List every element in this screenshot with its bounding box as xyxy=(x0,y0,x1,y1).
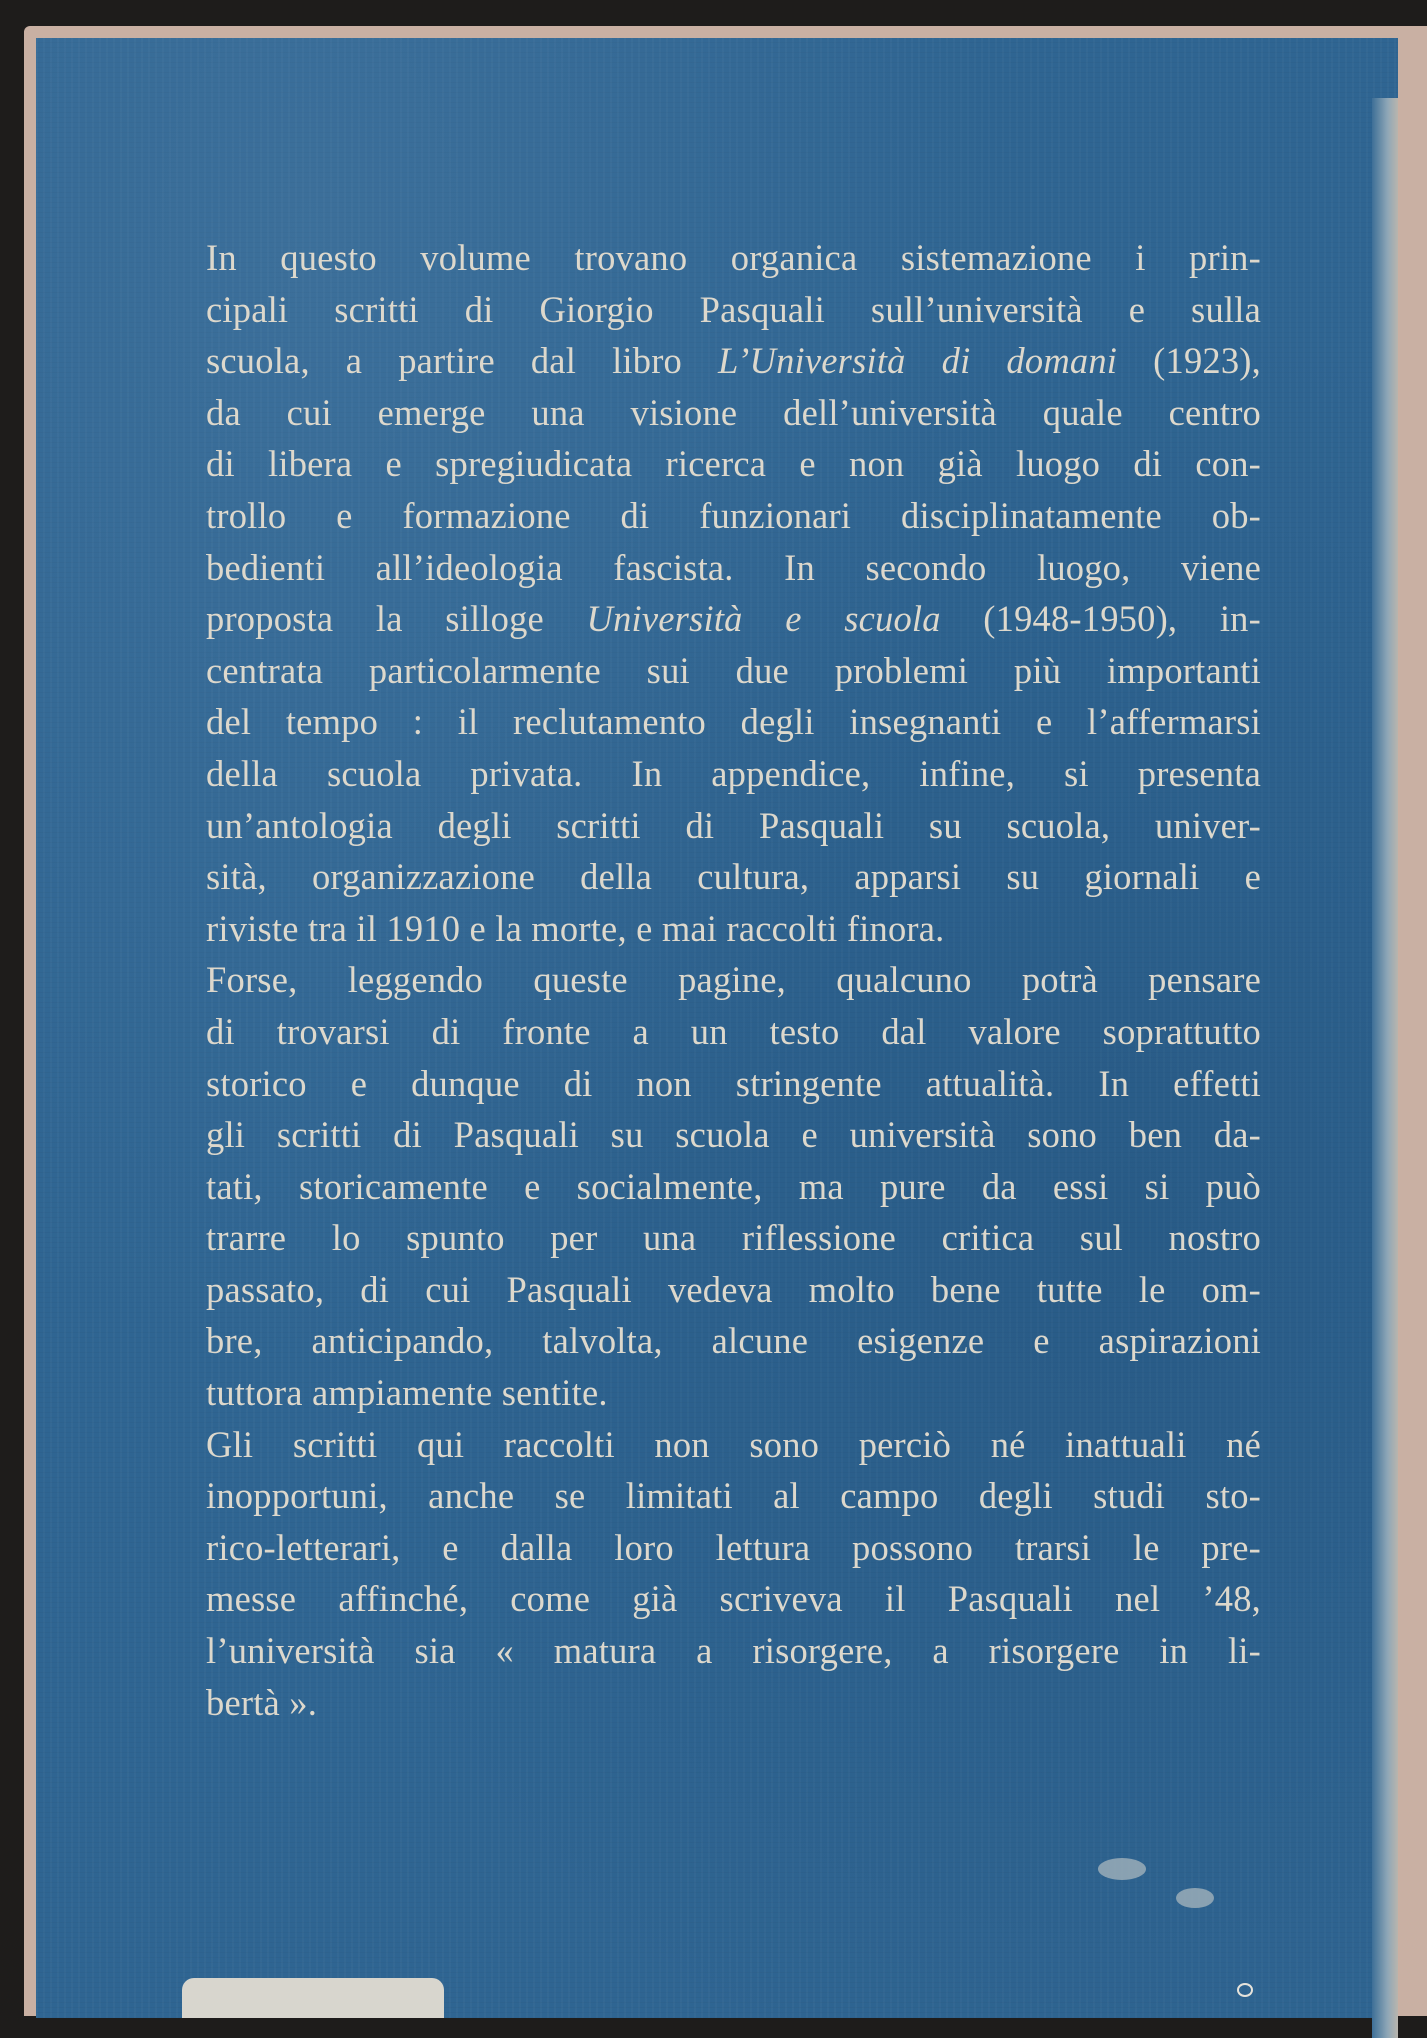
paper-wear-spot xyxy=(1098,1858,1146,1880)
text-line: di libera e spregiudicata ricerca e non già luogo di con- xyxy=(206,443,1261,485)
text-line: bertà ». xyxy=(206,1681,318,1723)
text-line: bre, anticipando, talvolta, alcune esigenze e aspirazioni xyxy=(206,1320,1261,1362)
paragraph-3 xyxy=(206,1419,1261,1729)
text-line: da cui emerge una visione dell’università quale centro xyxy=(206,391,1261,433)
text-line: della scuola privata. In appendice, infine, si presenta xyxy=(206,752,1261,794)
text-line: tati, storicamente e socialmente, ma pure da essi si può xyxy=(206,1165,1261,1207)
text-line: proposta la silloge Università e scuola (1948-1950), in- xyxy=(206,598,1261,640)
text-line: storico e dunque di non stringente attualità. In effetti xyxy=(206,1062,1261,1104)
paper-wear-spot xyxy=(1176,1888,1214,1908)
text-line: passato, di cui Pasquali vedeva molto bene tutte le om- xyxy=(206,1268,1261,1310)
text-line: gli scritti di Pasquali su scuola e università sono ben da- xyxy=(206,1114,1261,1156)
price-label-sticker xyxy=(182,1978,444,2018)
text-line: inopportuni, anche se limitati al campo degli studi sto- xyxy=(206,1475,1261,1517)
text-line: scuola, a partire dal libro L’Università di domani (1923), xyxy=(206,340,1261,382)
text-line: In questo volume trovano organica sistemazione i prin- xyxy=(206,237,1261,278)
text-line: trollo e formazione di funzionari disciplinatamente ob- xyxy=(206,494,1261,536)
text-line: Forse, leggendo queste pagine, qualcuno potrà pensare xyxy=(206,959,1261,1001)
cover-right-edge xyxy=(1372,98,1398,2038)
paragraph-2 xyxy=(206,954,1261,1418)
text-line: Gli scritti qui raccolti non sono perciò né inattuali né xyxy=(206,1423,1261,1465)
text-line: del tempo : il reclutamento degli insegnanti e l’affermarsi xyxy=(206,701,1261,743)
text-line: di trovarsi di fronte a un testo dal valore soprattutto xyxy=(206,1010,1261,1052)
corner-mark xyxy=(1237,1983,1253,1997)
paragraph-1 xyxy=(206,232,1261,954)
text-line: un’antologia degli scritti di Pasquali su scuola, univer- xyxy=(206,804,1261,846)
text-line: cipali scritti di Giorgio Pasquali sull’università e sulla xyxy=(206,288,1261,330)
cover-blurb xyxy=(206,232,1261,1728)
text-line: tuttora ampiamente sentite. xyxy=(206,1372,608,1414)
text-line: sità, organizzazione della cultura, apparsi su giornali e xyxy=(206,856,1261,898)
text-line: centrata particolarmente sui due problemi più importanti xyxy=(206,649,1261,691)
text-line: riviste tra il 1910 e la morte, e mai raccolti finora. xyxy=(206,907,945,949)
text-line: trarre lo spunto per una riflessione critica sul nostro xyxy=(206,1217,1261,1259)
text-line: messe affinché, come già scriveva il Pasquali nel ’48, xyxy=(206,1578,1261,1620)
text-line: bedienti all’ideologia fascista. In secondo luogo, viene xyxy=(206,546,1261,588)
book-title-italic: Università e scuola xyxy=(586,598,941,640)
text-line: rico-letterari, e dalla loro lettura possono trarsi le pre- xyxy=(206,1526,1261,1568)
text-line: l’università sia « matura a risorgere, a risorgere in li- xyxy=(206,1630,1261,1672)
book-title-italic: L’Università di domani xyxy=(718,340,1118,382)
